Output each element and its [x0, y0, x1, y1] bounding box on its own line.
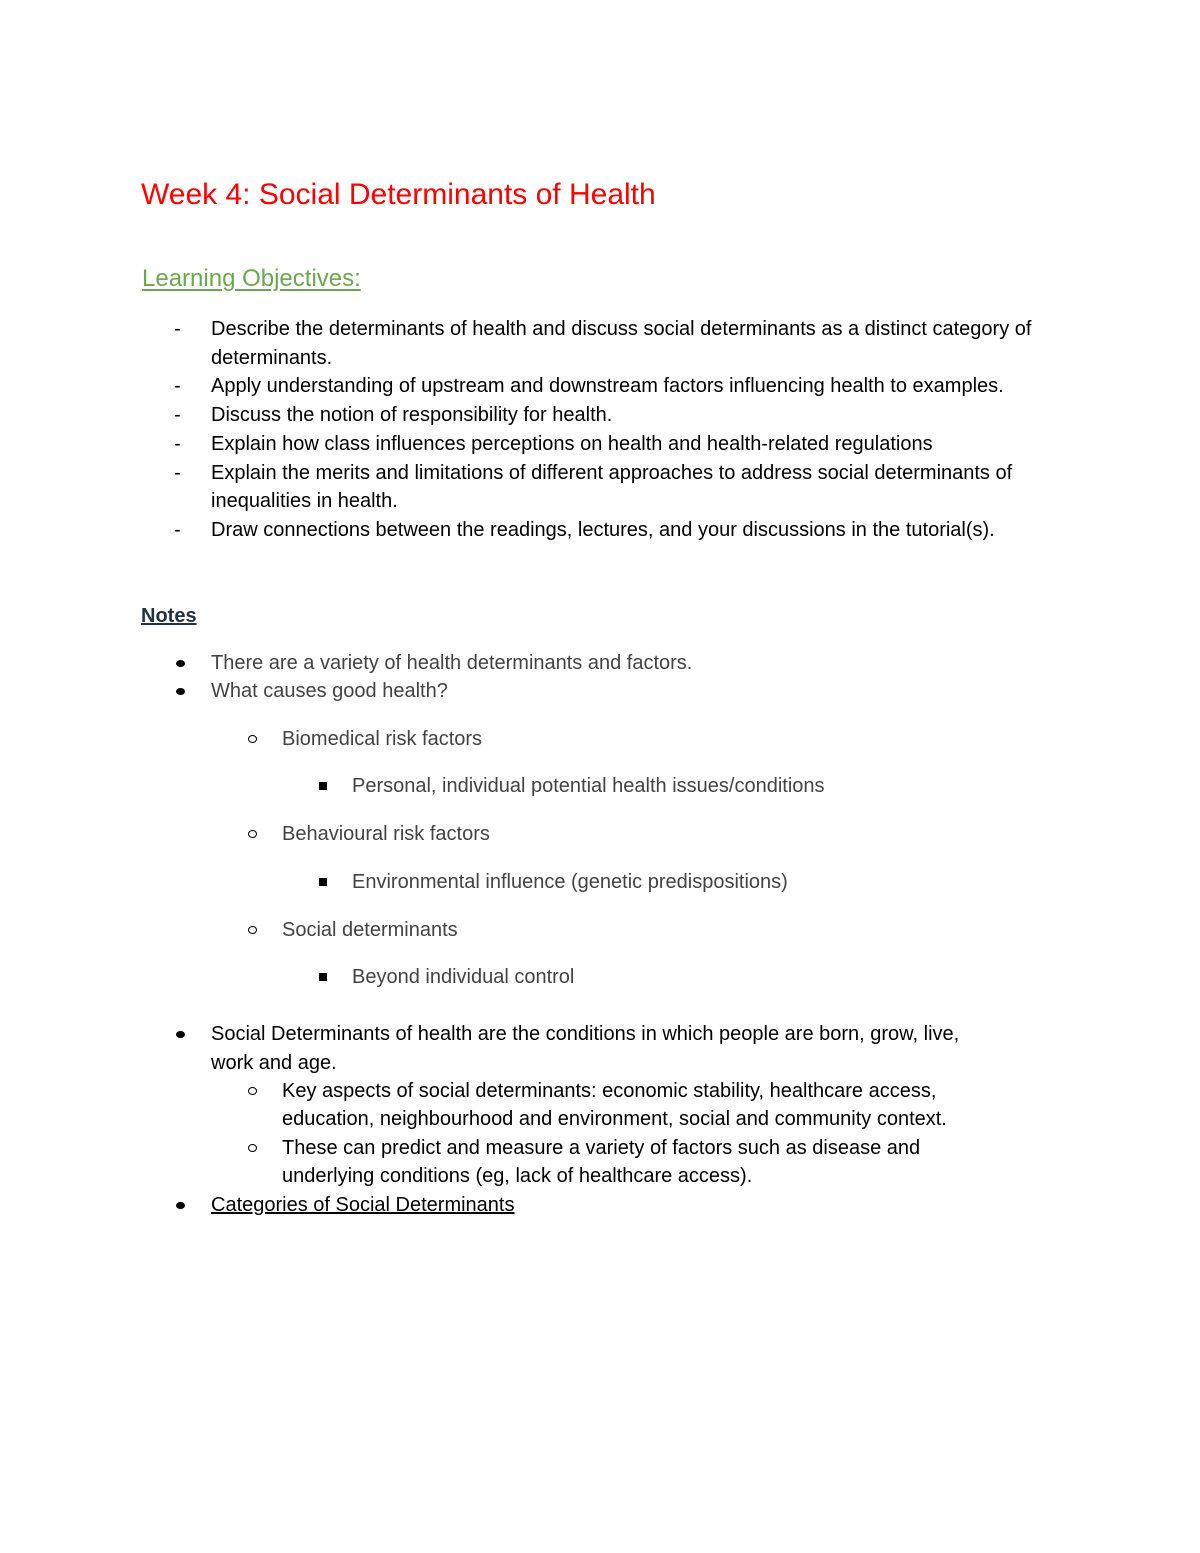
objective-text: Describe the determinants of health and discuss social determinants as a distinct category of determinants.: [211, 318, 1032, 369]
objective-item: [0, 459, 1071, 516]
objective-text: Discuss the notion of responsibility for health.: [211, 404, 613, 427]
notes-detail-text: Personal, individual potential health issues/conditions: [352, 775, 825, 797]
objective-item: [0, 372, 1071, 401]
learning-objectives-heading: Learning Objectives:: [142, 265, 361, 292]
notes-subitem-text: These can predict and measure a variety of factors such as disease and: [282, 1137, 921, 1159]
circle-bullet-icon: [248, 1144, 257, 1152]
notes-item-text: There are a variety of health determinants and factors.: [211, 652, 693, 674]
circle-bullet-icon: [248, 1087, 257, 1095]
square-bullet-icon: [319, 878, 327, 886]
disc-bullet-icon: [176, 1031, 185, 1038]
notes-item-text: What causes good health?: [211, 680, 448, 702]
learning-objectives-list: [0, 315, 1200, 545]
objective-text: Apply understanding of upstream and downstream factors influencing health to examples.: [211, 375, 1004, 398]
notes-detail-text: Beyond individual control: [352, 966, 575, 988]
dash-marker: -: [174, 461, 181, 484]
dash-marker: -: [174, 375, 181, 398]
notes-item-text: work and age.: [211, 1052, 337, 1074]
notes-detail-text: Environmental influence (genetic predispositions): [352, 871, 788, 893]
notes-subitem-text: Key aspects of social determinants: economic stability, healthcare access,: [282, 1080, 937, 1102]
disc-bullet-icon: [176, 1202, 185, 1209]
page-title: Week 4: Social Determinants of Health: [141, 178, 656, 211]
objective-text: Explain the merits and limitations of different approaches to address social determinants of inequalities in health.: [211, 461, 1013, 513]
notes-subitem-text: Behavioural risk factors: [282, 823, 490, 845]
notes-item-text: Social Determinants of health are the conditions in which people are born, grow, live,: [211, 1023, 960, 1045]
objective-item: [0, 315, 1071, 372]
notes-subitem-text: underlying conditions (eg, lack of healthcare access).: [282, 1165, 753, 1187]
notes-heading: Notes: [141, 605, 197, 627]
square-bullet-icon: [319, 782, 327, 790]
notes-subitem-text: Social determinants: [282, 919, 458, 941]
circle-bullet-icon: [248, 735, 257, 743]
circle-bullet-icon: [248, 830, 257, 838]
dash-marker: -: [174, 432, 181, 455]
circle-bullet-icon: [248, 926, 257, 934]
notes-subitem-text: Biomedical risk factors: [282, 728, 483, 750]
objective-text: Explain how class influences perceptions on health and health-related regulations: [211, 432, 933, 455]
disc-bullet-icon: [176, 688, 185, 695]
dash-marker: -: [174, 318, 181, 340]
disc-bullet-icon: [176, 660, 185, 667]
square-bullet-icon: [319, 973, 327, 981]
objective-item: [0, 401, 1071, 430]
objective-text: Draw connections between the readings, lectures, and your discussions in the tutorial(s).: [211, 518, 995, 541]
notes-subitem-text: education, neighbourhood and environment, social and community context.: [282, 1108, 947, 1130]
categories-link[interactable]: Categories of Social Determinants: [211, 1194, 515, 1216]
objective-item: [0, 516, 1071, 545]
dash-marker: -: [174, 404, 181, 427]
objective-item: [0, 430, 1071, 459]
dash-marker: -: [174, 518, 181, 541]
